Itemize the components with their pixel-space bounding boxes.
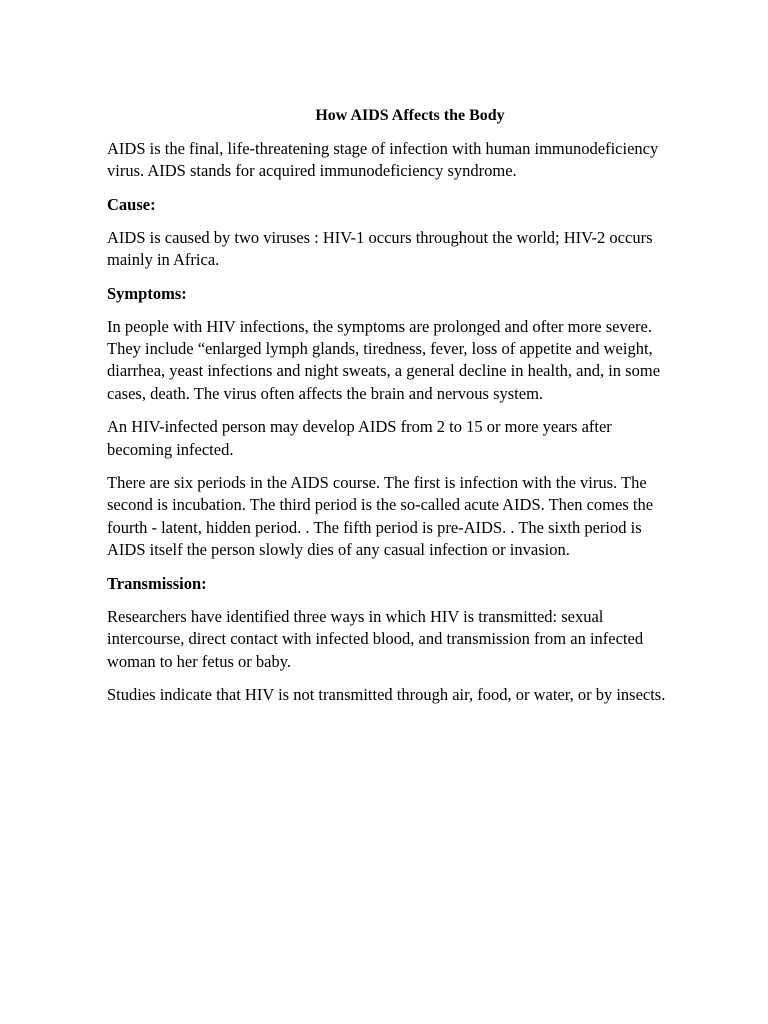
document-title: How AIDS Affects the Body (315, 107, 505, 124)
periods-line: fourth - latent, hidden period. . The fifth period is pre-AIDS. . The sixth period is (107, 517, 642, 537)
periods-line: AIDS itself the person slowly dies of any casual infection or invasion. (107, 540, 570, 560)
progression-line: becoming infected. (107, 439, 234, 459)
symptoms-heading: Symptoms: (107, 283, 187, 303)
cause-paragraph (107, 227, 707, 272)
transmission-line: woman to her fetus or baby. (107, 651, 292, 671)
intro-paragraph (107, 138, 707, 183)
periods-paragraph (107, 472, 707, 562)
intro-line: virus. AIDS stands for acquired immunodeficiency syndrome. (107, 161, 517, 181)
cause-line: mainly in Africa. (107, 250, 220, 270)
transmission-paragraph (107, 606, 707, 673)
periods-line: second is incubation. The third period is the so-called acute AIDS. Then comes the (107, 495, 654, 515)
progression-paragraph (107, 416, 707, 461)
symptoms-line: diarrhea, yeast infections and night sweats, a general decline in health, and, in some (107, 361, 661, 381)
intro-line: AIDS is the final, life-threatening stage of infection with human immunodeficiency (107, 139, 659, 158)
symptoms-paragraph (107, 316, 707, 406)
periods-line: There are six periods in the AIDS course. The first is infection with the virus. The (107, 473, 647, 493)
cause-heading: Cause: (107, 194, 156, 214)
studies-paragraph (107, 684, 707, 706)
symptoms-line: cases, death. The virus often affects the brain and nervous system. (107, 383, 544, 403)
transmission-heading: Transmission: (107, 573, 207, 593)
document-page (107, 105, 707, 717)
symptoms-line: They include “enlarged lymph glands, tiredness, fever, loss of appetite and weight, (107, 339, 653, 359)
transmission-line: Researchers have identified three ways in which HIV is transmitted: sexual (107, 606, 604, 626)
progression-line: An HIV-infected person may develop AIDS from 2 to 15 or more years after (107, 417, 612, 437)
transmission-line: intercourse, direct contact with infected blood, and transmission from an infected (107, 629, 644, 649)
cause-line: AIDS is caused by two viruses : HIV-1 occurs throughout the world; HIV-2 occurs (107, 227, 653, 247)
studies-line: Studies indicate that HIV is not transmitted through air, food, or water, or by insects. (107, 684, 666, 704)
symptoms-line: In people with HIV infections, the symptoms are prolonged and ofter more severe. (107, 316, 652, 336)
